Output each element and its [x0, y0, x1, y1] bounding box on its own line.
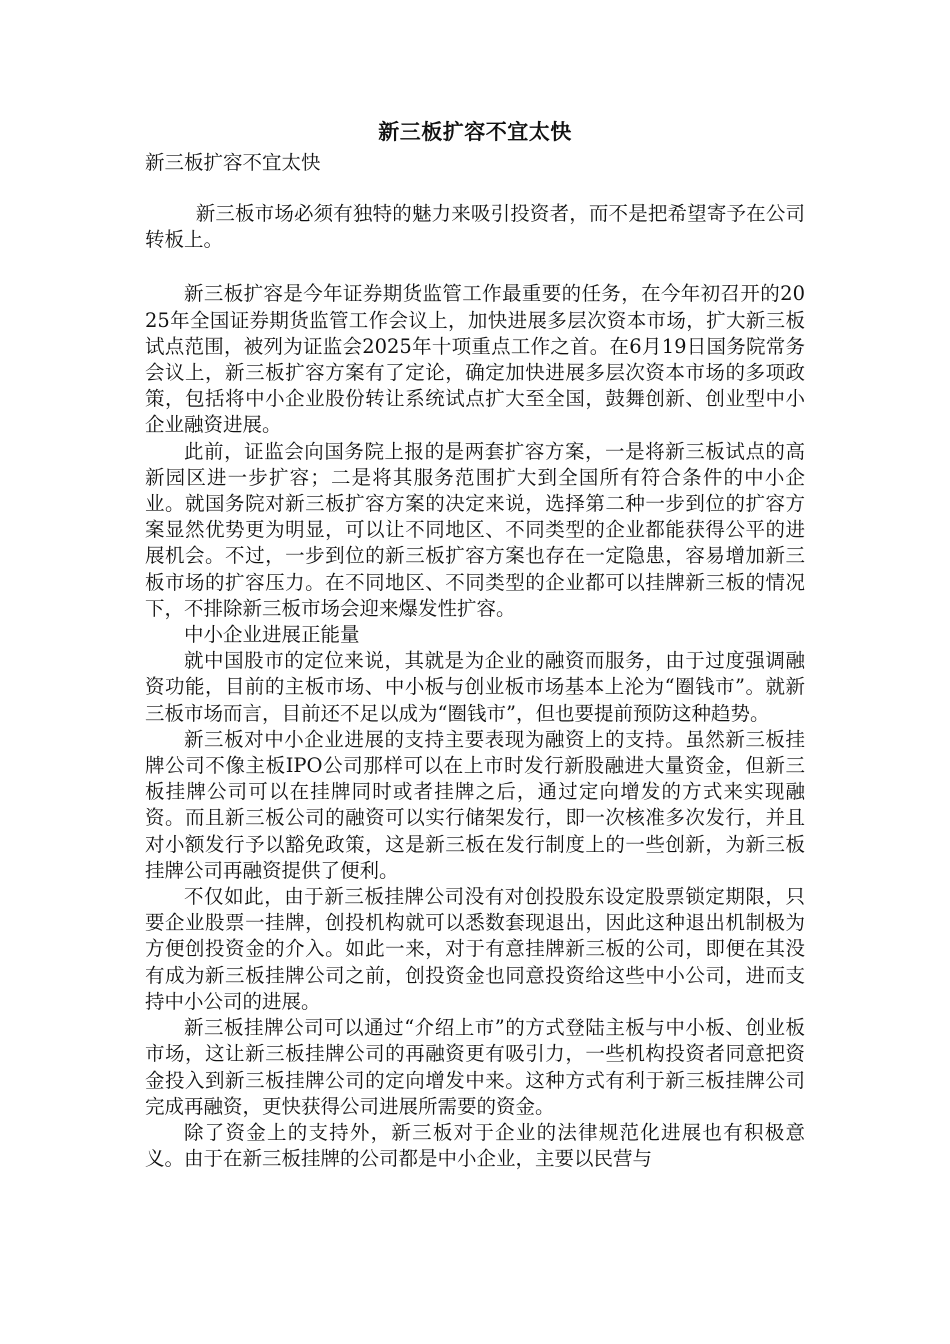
body-paragraph: 新三板挂牌公司可以通过“介绍上市”的方式登陆主板与中小板、创业板市场，这让新三板挂牌公司的再融资更有吸引力，一些机构投资者同意把资金投入到新三板挂牌公司的定向增发中来。这种方式有利于新三板挂牌公司完成再融资，更快获得公司进展所需要的资金。	[145, 1016, 805, 1118]
document-subtitle: 新三板扩容不宜太快	[145, 151, 321, 174]
body-paragraph: 此前，证监会向国务院上报的是两套扩容方案，一是将新三板试点的高新园区进一步扩容；二是将其服务范围扩大到全国所有符合条件的中小企业。就国务院对新三板扩容方案的决定来说，选择第二种一步到位的扩容方案显然优势更为明显，可以让不同地区、不同类型的企业都能获得公平的进展机会。不过，一步到位的新三板扩容方案也存在一定隐患，容易增加新三板市场的扩容压力。在不同地区、不同类型的企业都可以挂牌新三板的情况下，不排除新三板市场会迎来爆发性扩容。	[145, 439, 805, 620]
lead-paragraph: 新三板市场必须有独特的魅力来吸引投资者，而不是把希望寄予在公司转板上。	[145, 202, 805, 252]
document-title: 新三板扩容不宜太快	[378, 119, 572, 144]
body-paragraph: 新三板扩容是今年证券期货监管工作最重要的任务，在今年初召开的2025年全国证券期货监管工作会议上，加快进展多层次资本市场，扩大新三板试点范围，被列为证监会2025年十项重点工作之首。在6月19日国务院常务会议上，新三板扩容方案有了定论，确定加快进展多层次资本市场的多项政策，包括将中小企业股份转让系统试点扩大至全国，鼓舞创新、创业型中小企业融资进展。	[145, 282, 805, 437]
section-heading: 中小企业进展正能量	[184, 623, 360, 647]
body-paragraph: 除了资金上的支持外，新三板对于企业的法律规范化进展也有积极意义。由于在新三板挂牌的公司都是中小企业，主要以民营与	[145, 1120, 805, 1171]
body-paragraph: 不仅如此，由于新三板挂牌公司没有对创投股东设定股票锁定期限，只要企业股票一挂牌，创投机构就可以悉数套现退出，因此这种退出机制极为方便创投资金的介入。如此一来，对于有意挂牌新三板的公司，即便在其没有成为新三板挂牌公司之前，创投资金也同意投资给这些中小公司，进而支持中小公司的进展。	[145, 885, 805, 1013]
document-page	[145, 118, 805, 1172]
body-paragraph: 新三板对中小企业进展的支持主要表现为融资上的支持。虽然新三板挂牌公司不像主板IPO公司那样可以在上市时发行新股融进大量资金，但新三板挂牌公司可以在挂牌同时或者挂牌之后，通过定向增发的方式来实现融资。而且新三板公司的融资可以实行储架发行，即一次核准多次发行，并且对小额发行予以豁免政策，这是新三板在发行制度上的一些创新，为新三板挂牌公司再融资提供了便利。	[145, 727, 805, 882]
body-paragraph: 就中国股市的定位来说，其就是为企业的融资而服务，由于过度强调融资功能，目前的主板市场、中小板与创业板市场基本上沦为“圈钱市”。就新三板市场而言，目前还不足以成为“圈钱市”，但也要提前预防这种趋势。	[145, 649, 805, 725]
